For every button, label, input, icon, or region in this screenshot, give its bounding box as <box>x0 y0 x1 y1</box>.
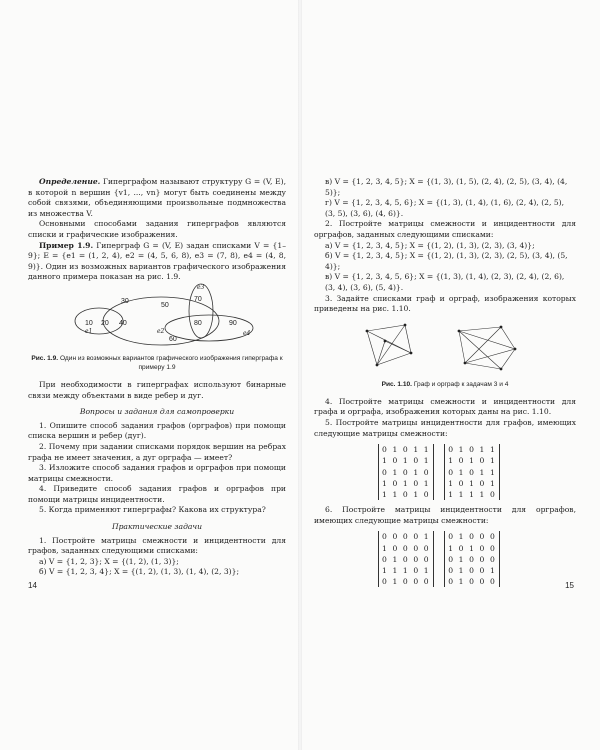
matrix-row: 0 1 0 1 0 <box>382 467 431 477</box>
adjacency-matrix <box>444 531 500 587</box>
question-item: 3. Изложите способ задания графов и орграфов при помощи матрицы смежности. <box>28 463 286 483</box>
undirected-graph <box>367 325 411 365</box>
right-column <box>314 177 576 592</box>
matrix-row: 0 1 0 0 0 <box>448 554 497 564</box>
edge-label: e1 <box>85 327 93 335</box>
adjacency-matrix <box>378 531 434 587</box>
hypergraph-figure <box>57 283 257 351</box>
task-6: 6. Постройте матрицы инцидентности для орграфов, имеющих следующие матрицы смежности: <box>314 505 576 525</box>
page-number-right: 15 <box>565 581 574 590</box>
matrix-row: 1 1 1 1 0 <box>448 489 497 499</box>
caption-label: Рис. 1.10. <box>381 380 413 388</box>
caption-text: Один из возможных вариантов графического изображения гиперграфа к примеру 1.9 <box>58 354 283 371</box>
matrix-row: 1 1 1 0 1 <box>382 565 431 575</box>
task-item: в) V = {1, 2, 3, 4, 5}; X = {(1, 3), (1, 5), (2, 4), (2, 5), (3, 4), (4, 5)}; <box>325 177 568 197</box>
matrix-row: 1 0 1 0 1 <box>382 456 431 466</box>
node-label: 70 <box>194 295 202 303</box>
question-item: 4. Приведите способ задания графов и орграфов при помощи матрицы инцидентности. <box>28 484 286 504</box>
questions-subheading: Вопросы и задания для самопроверки <box>79 407 235 417</box>
matrix-row: 1 0 0 0 0 <box>382 543 431 553</box>
matrix-row: 0 1 0 0 0 <box>448 577 497 587</box>
edge-label: e4 <box>243 329 251 337</box>
page-number-left: 14 <box>28 581 37 590</box>
left-column <box>28 177 286 578</box>
edge-e4-ellipse <box>165 315 253 341</box>
task-item: а) V = {1, 2, 3}; X = {(1, 2), (1, 3)}; <box>39 556 179 566</box>
matrix-row: 0 0 0 0 1 <box>382 532 431 542</box>
definition-paragraph <box>28 177 286 219</box>
task-item: б) V = {1, 2, 3, 4}; X = {(1, 2), (1, 3), (1, 4), (2, 3)}; <box>39 567 240 577</box>
matrices-task-6 <box>378 531 576 587</box>
task-item: г) V = {1, 2, 3, 4, 5, 6}; X = {(1, 3), (1, 4), (1, 6), (2, 4), (2, 5), (3, 5), (3, 6), (4, 6)}. <box>325 198 565 218</box>
edge-label: e2 <box>157 327 165 335</box>
caption-text: Граф и орграф к задачам 3 и 4 <box>412 380 509 388</box>
task-5: 5. Постройте матрицы инцидентности для графов, имеющих следующие матрицы смежности: <box>314 417 576 438</box>
task-4: 4. Постройте матрицы смежности и инцидентности для графа и орграфа, изображения которых даны на рис. 1.10. <box>314 396 576 417</box>
example-text: Гиперграф G = (V, E) задан списками V = {1–9}; E = {e1 = (1, 2, 4), e2 = (4, 5, 6, 8), e3 = (7, 8), e4 = (4, 8, 9)}. Один из возможных вариантов графического изображения данного примера показан на рис. 1.9. <box>28 240 286 282</box>
book-gutter <box>298 0 302 750</box>
node-label: 80 <box>194 319 202 327</box>
matrix-row: 0 1 0 0 1 <box>448 565 497 575</box>
task-2: 2. Постройте матрицы смежности и инцидентности для орграфов, заданных следующими списками: <box>314 219 576 239</box>
task-item: а) V = {1, 2, 3, 4, 5}; X = {(1, 2), (1, 3), (2, 3), (3, 4)}; <box>325 240 535 250</box>
example-paragraph <box>28 241 286 283</box>
adjacency-matrix <box>444 444 500 500</box>
figure-1-9-caption <box>28 354 286 372</box>
node-label: 10 <box>85 319 93 327</box>
graph-figure-1-10 <box>355 319 535 377</box>
node-label: 30 <box>121 297 129 305</box>
task-3: 3. Задайте списками граф и орграф, изображения которых приведены на рис. 1.10. <box>314 293 576 314</box>
binary-paragraph: При необходимости в гиперграфах используют бинарные связи между объектами в виде ребер и дуг. <box>28 379 286 400</box>
matrix-row: 0 1 0 0 0 <box>448 532 497 542</box>
edge-e1-ellipse <box>75 308 123 334</box>
matrix-row: 1 0 1 0 1 <box>448 478 497 488</box>
matrix-row: 0 1 0 1 1 <box>382 445 431 455</box>
task-item: в) V = {1, 2, 3, 4, 5, 6}; X = {(1, 3), (1, 4), (2, 3), (2, 4), (2, 6), (3, 4), (3, 6), (5, 4)}. <box>325 272 565 292</box>
definition-text: Гиперграфом называют структуру G = (V, E), в которой n вершин {v1, ..., vn} могут быть соединены между собой связями, объединяющими произвольные подмножества из множества V. <box>28 177 286 218</box>
matrix-row: 1 1 0 1 0 <box>382 489 431 499</box>
question-item: 1. Опишите способ задания графов (орграфов) при помощи списка вершин и ребер (дуг). <box>28 420 286 441</box>
edge-label: e3 <box>197 283 205 291</box>
question-item: 2. Почему при задании списками порядок вершин на ребрах графа не имеет значения, а дуг орграфа — имеет? <box>28 441 286 462</box>
node-label: 60 <box>169 335 177 343</box>
node-label: 50 <box>161 301 169 309</box>
edge-e3-ellipse <box>189 284 213 338</box>
ways-paragraph: Основными способами задания гиперграфов являются списки и графические изображения. <box>28 219 286 239</box>
matrix-row: 1 0 1 0 0 <box>448 543 497 553</box>
matrix-row: 0 1 0 1 1 <box>448 445 497 455</box>
adjacency-matrix <box>378 444 434 500</box>
example-label: Пример 1.9. <box>39 240 94 250</box>
matrix-row: 1 0 1 0 1 <box>382 478 431 488</box>
definition-label: Определение. <box>39 177 101 186</box>
matrix-row: 0 1 0 0 0 <box>382 577 431 587</box>
matrices-task-5 <box>378 444 576 500</box>
practice-subheading: Практические задачи <box>111 522 203 532</box>
matrix-row: 1 0 1 0 1 <box>448 456 497 466</box>
matrix-row: 0 1 0 0 0 <box>382 554 431 564</box>
matrix-row: 0 1 0 1 1 <box>448 467 497 477</box>
caption-label: Рис. 1.9. <box>31 354 59 362</box>
directed-graph <box>459 327 515 369</box>
task-item: б) V = {1, 2, 3, 4, 5}; X = {(1, 2), (1, 3), (2, 3), (2, 5), (3, 4), (5, 4)}; <box>325 251 568 271</box>
directed-graph-vertices <box>458 325 517 370</box>
node-label: 90 <box>229 319 237 327</box>
task-1: 1. Постройте матрицы смежности и инцидентности для графов, заданных следующими списками: <box>28 535 286 556</box>
node-label: 20 <box>101 319 109 327</box>
question-item: 5. Когда применяют гиперграфы? Какова их структура? <box>39 505 266 515</box>
node-label: 40 <box>119 319 127 327</box>
figure-1-10-caption <box>314 380 576 389</box>
